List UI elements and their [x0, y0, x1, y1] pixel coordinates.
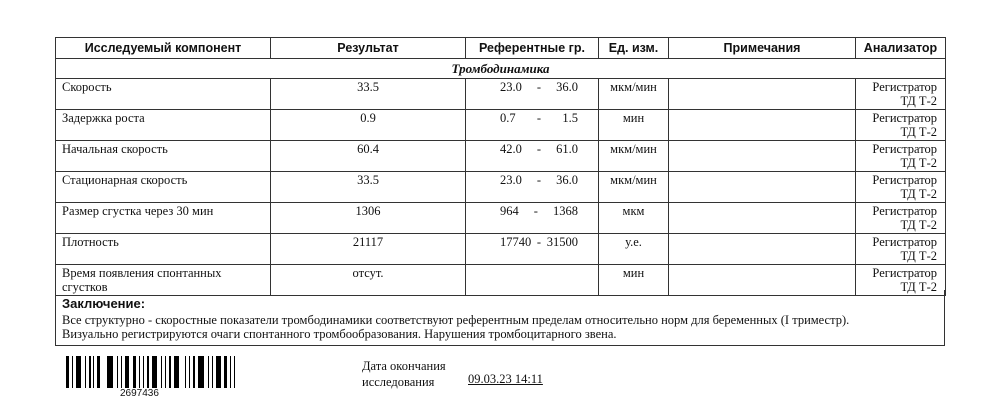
result-value: 21117: [271, 234, 466, 265]
analyzer-line-2: ТД Т-2: [900, 218, 937, 232]
note: [669, 79, 856, 110]
result-value: 33.5: [271, 79, 466, 110]
header-component: Исследуемый компонент: [56, 38, 271, 59]
note: [669, 141, 856, 172]
analyzer-line-2: ТД Т-2: [900, 187, 937, 201]
analyzer-line-1: Регистратор: [872, 142, 937, 156]
component-name: Размер сгустка через 30 мин: [56, 203, 271, 234]
note: [669, 110, 856, 141]
ref-sep: -: [536, 111, 542, 125]
analyzer: [856, 203, 946, 234]
header-result: Результат: [271, 38, 466, 59]
header-analyzer: Анализатор: [856, 38, 946, 59]
ref-sep: -: [533, 204, 538, 218]
date-label: [362, 358, 446, 390]
result-value: 0.9: [271, 110, 466, 141]
ref-high: 1368: [552, 204, 578, 218]
conclusion: [55, 290, 945, 346]
analyzer: [856, 234, 946, 265]
reference-range: [466, 172, 599, 203]
analyzer-line-1: Регистратор: [872, 235, 937, 249]
barcode-bar: [234, 356, 235, 388]
analyzer-line-1: Регистратор: [872, 173, 937, 187]
ref-high: 1.5: [562, 111, 578, 125]
conclusion-line-1: Все структурно - скоростные показатели тромбодинамики соответствуют референтным пределам относительно норм для беременных (I триместр).: [62, 313, 850, 327]
table-row: [56, 79, 946, 110]
result-value: 60.4: [271, 141, 466, 172]
table-row: [56, 172, 946, 203]
unit: мин: [599, 110, 669, 141]
analyzer-line-2: ТД Т-2: [900, 156, 937, 170]
ref-sep: -: [536, 80, 542, 94]
date-label-line-2: исследования: [362, 375, 435, 389]
reference-range: [466, 203, 599, 234]
analyzer-line-2: ТД Т-2: [900, 280, 937, 294]
component-name: Начальная скорость: [56, 141, 271, 172]
ref-high: 36.0: [556, 173, 578, 187]
analyzer-line-2: ТД Т-2: [900, 125, 937, 139]
ref-low: 23.0: [500, 173, 522, 187]
unit: мкм: [599, 203, 669, 234]
table-header: [56, 38, 946, 59]
note: [669, 203, 856, 234]
conclusion-title: Заключение:: [62, 296, 146, 311]
table-row: [56, 141, 946, 172]
header-notes: Примечания: [669, 38, 856, 59]
analyzer-line-1: Регистратор: [872, 111, 937, 125]
result-value: отсут.: [271, 265, 466, 296]
component-name: Время появления спонтанных сгустков: [56, 265, 271, 296]
ref-high: 61.0: [556, 142, 578, 156]
analyzer: [856, 110, 946, 141]
unit: мкм/мин: [599, 79, 669, 110]
unit: мкм/мин: [599, 172, 669, 203]
analyzer-line-1: Регистратор: [872, 266, 937, 280]
result-value: 1306: [271, 203, 466, 234]
ref-sep: -: [536, 235, 542, 249]
note: [669, 234, 856, 265]
date-value: 09.03.23 14:11: [468, 372, 543, 386]
ref-sep: -: [536, 142, 542, 156]
reference-range: [466, 79, 599, 110]
table-row: [56, 110, 946, 141]
ref-low: 0.7: [500, 111, 516, 125]
table-row: [56, 203, 946, 234]
component-name: Стационарная скорость: [56, 172, 271, 203]
barcode: [66, 356, 235, 388]
ref-high: 36.0: [556, 80, 578, 94]
analyzer-line-2: ТД Т-2: [900, 94, 937, 108]
result-value: 33.5: [271, 172, 466, 203]
unit: у.е.: [599, 234, 669, 265]
header-unit: Ед. изм.: [599, 38, 669, 59]
reference-range: [466, 110, 599, 141]
section-title: Тромбодинамика: [56, 59, 946, 79]
table-row: [56, 234, 946, 265]
barcode-bar: [100, 356, 107, 388]
note: [669, 172, 856, 203]
section-row: [56, 59, 946, 79]
ref-low: 964: [500, 204, 519, 218]
header-reference: Референтные гр.: [466, 38, 599, 59]
analyzer-line-1: Регистратор: [872, 80, 937, 94]
component-name: Скорость: [56, 79, 271, 110]
results-table: [55, 37, 946, 296]
date-label-line-1: Дата окончания: [362, 359, 446, 373]
ref-low: 42.0: [500, 142, 522, 156]
unit: мин: [599, 265, 669, 296]
ref-low: 17740: [500, 235, 532, 249]
ref-high: 31500: [546, 235, 578, 249]
analyzer: [856, 141, 946, 172]
analyzer: [856, 172, 946, 203]
analyzer-line-2: ТД Т-2: [900, 249, 937, 263]
analyzer: [856, 79, 946, 110]
component-name: Плотность: [56, 234, 271, 265]
analyzer-line-1: Регистратор: [872, 204, 937, 218]
barcode-number: 2697436: [120, 388, 159, 399]
conclusion-line-2: Визуально регистрируются очаги спонтанного тромбообразования. Нарушения тромбоцитарного звена.: [62, 327, 617, 341]
unit: мкм/мин: [599, 141, 669, 172]
reference-range: [466, 234, 599, 265]
component-name: Задержка роста: [56, 110, 271, 141]
reference-range: [466, 141, 599, 172]
ref-low: 23.0: [500, 80, 522, 94]
ref-sep: -: [536, 173, 542, 187]
